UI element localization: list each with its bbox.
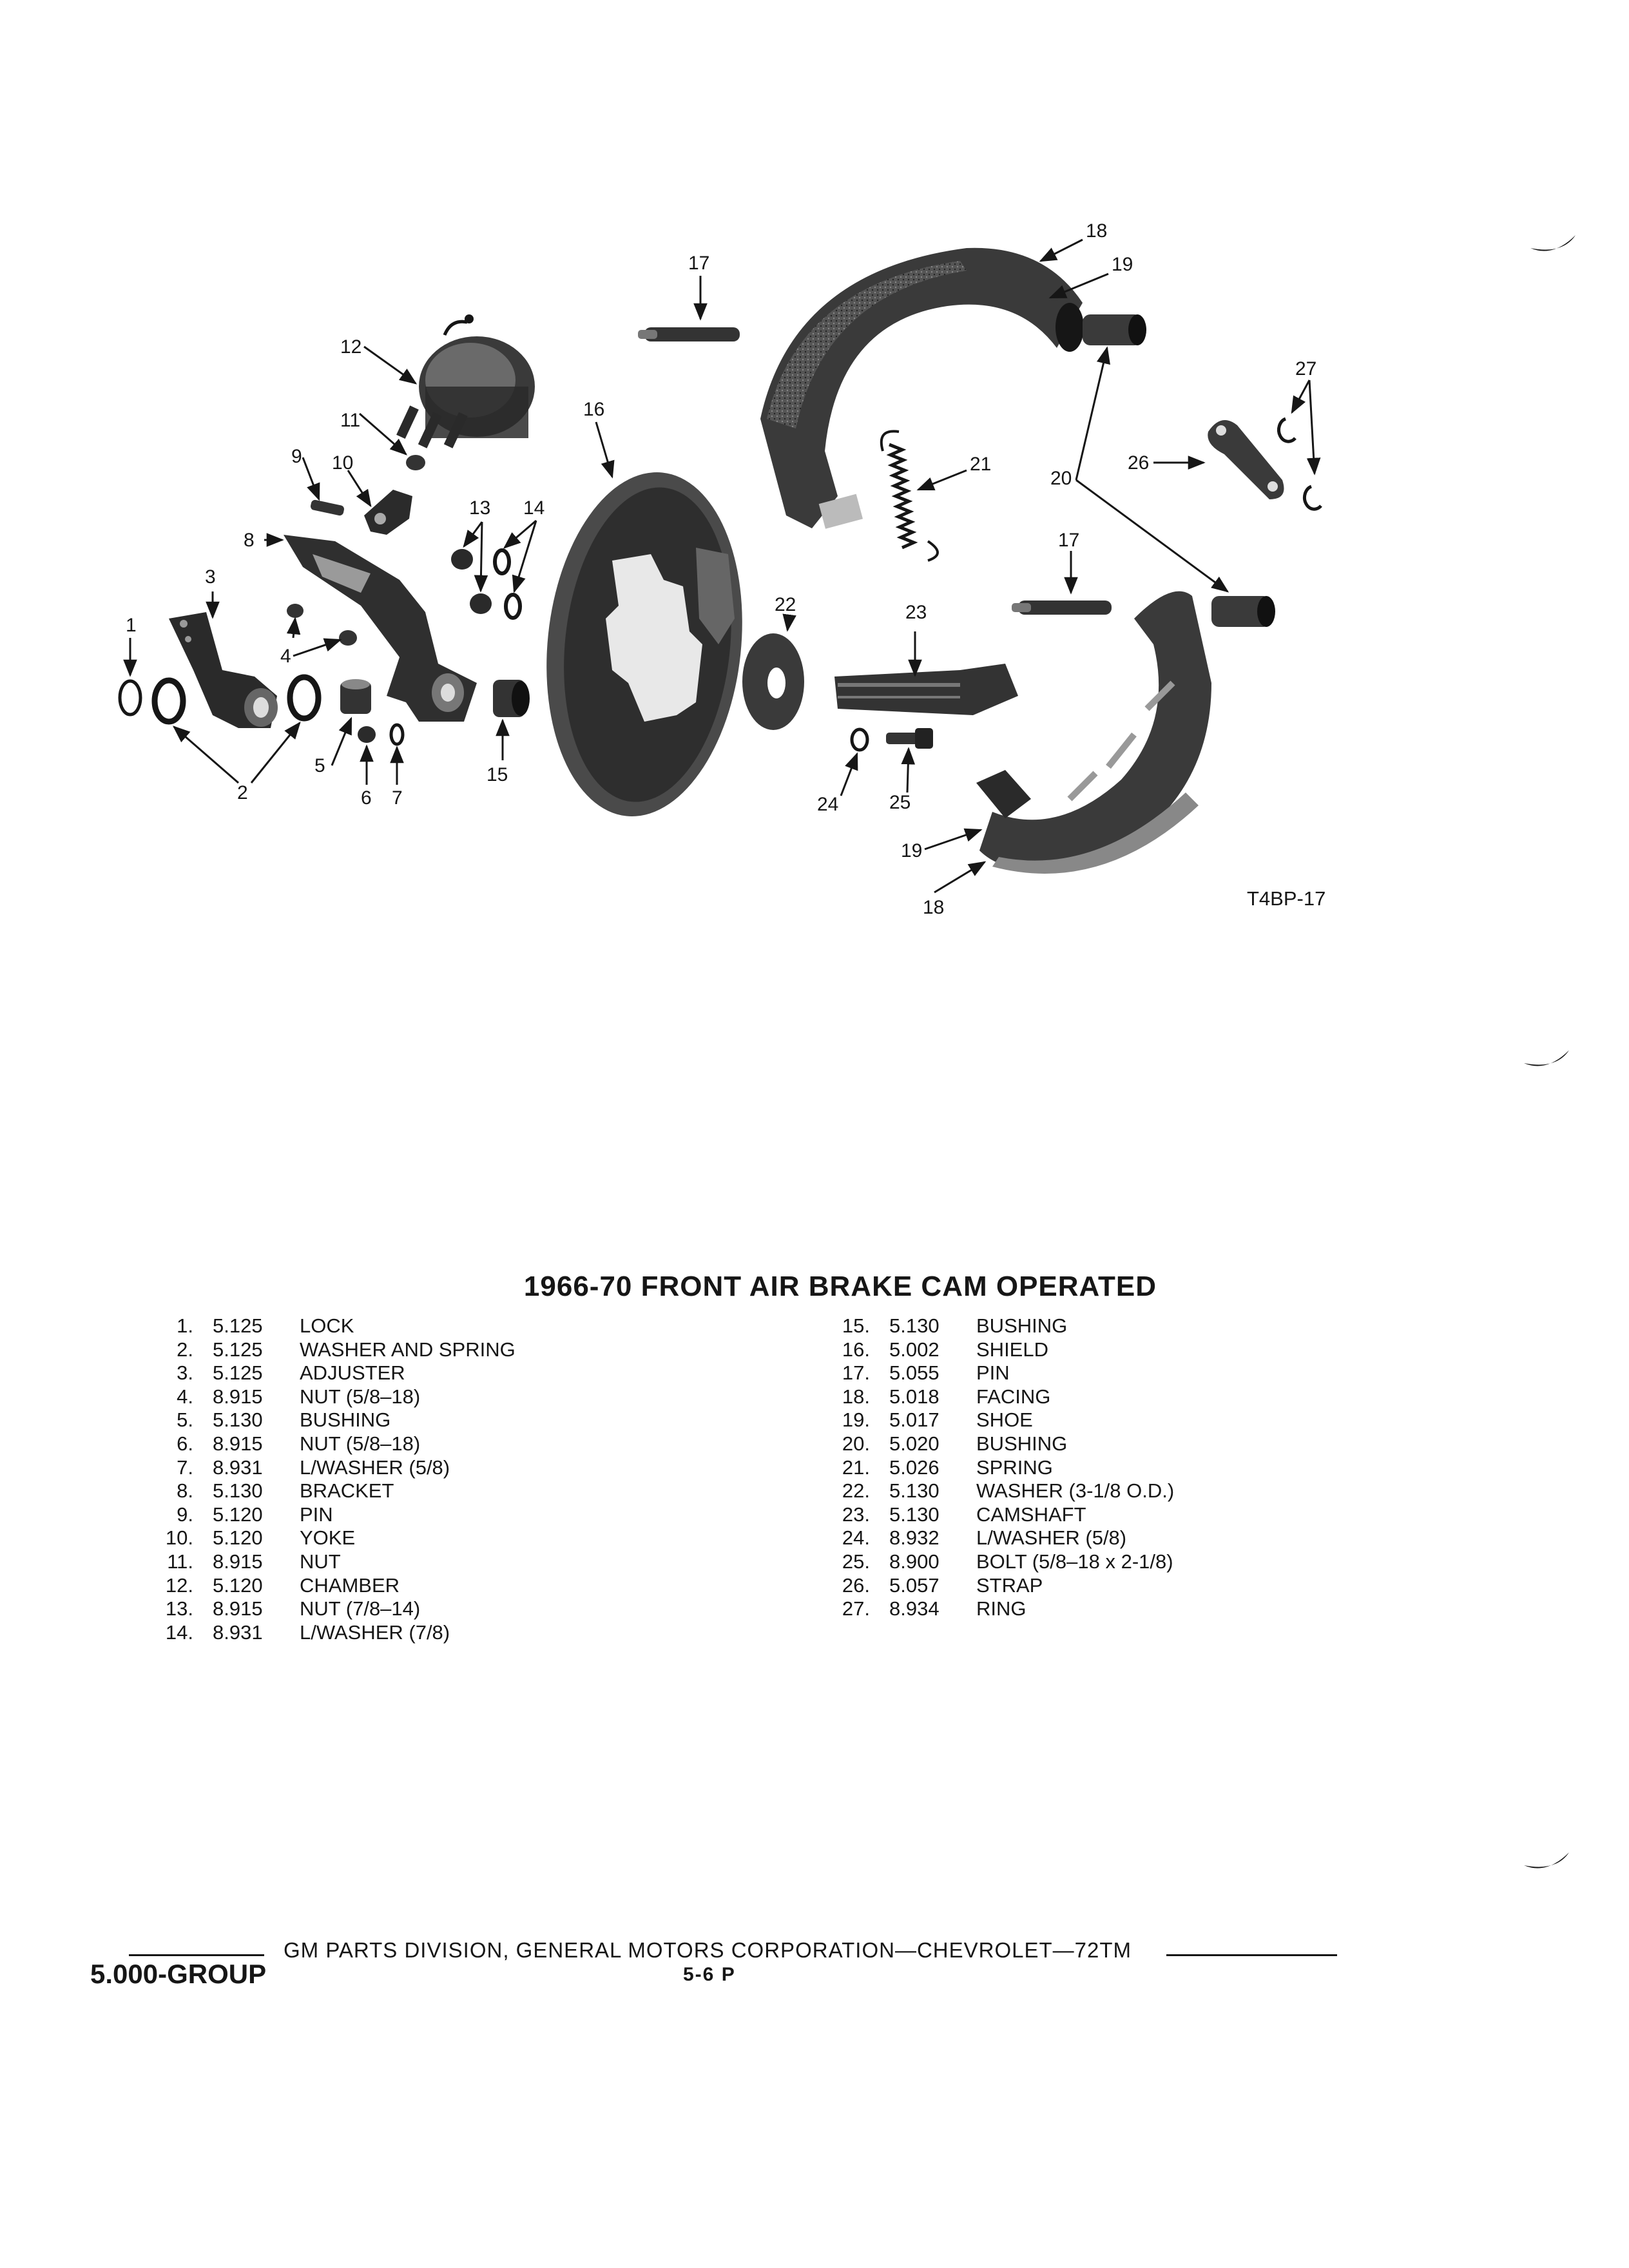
group-number: 8.931 [213, 1620, 263, 1644]
callout-9: 9 [291, 446, 302, 467]
part-spring [882, 431, 938, 561]
part-description: BUSHING [300, 1408, 391, 1432]
group-number: 5.020 [889, 1432, 940, 1455]
group-number: 5.125 [213, 1338, 263, 1361]
page-title: 1966-70 FRONT AIR BRAKE CAM OPERATED [523, 1271, 1157, 1302]
group-number: 8.900 [889, 1550, 940, 1573]
callout-19-upper: 19 [1112, 254, 1133, 275]
part-description: ADJUSTER [300, 1361, 405, 1385]
group-number: 8.915 [213, 1432, 263, 1455]
part-number: 10. [165, 1526, 193, 1550]
part-washer-22 [742, 633, 804, 730]
part-number: 7. [177, 1456, 193, 1479]
part-bushing-5 [340, 679, 371, 714]
callout-23: 23 [905, 602, 927, 623]
group-number: 5.130 [213, 1479, 263, 1503]
callout-1: 1 [126, 615, 137, 636]
part-lock [120, 681, 140, 715]
footer-publisher: GM PARTS DIVISION, GENERAL MOTORS CORPORATION—CHEVROLET—72TM [284, 1938, 1132, 1962]
group-number: 8.931 [213, 1456, 263, 1479]
callout-18-upper: 18 [1086, 220, 1108, 242]
group-number: 8.915 [213, 1597, 263, 1620]
group-number: 5.055 [889, 1361, 940, 1385]
part-number: 23. [842, 1503, 870, 1526]
part-number: 27. [842, 1597, 870, 1620]
callout-17-lower: 17 [1058, 530, 1080, 551]
group-number: 5.130 [889, 1314, 940, 1337]
part-description: CAMSHAFT [976, 1503, 1086, 1526]
group-number: 5.120 [213, 1526, 263, 1550]
part-number: 12. [165, 1573, 193, 1597]
part-description: L/WASHER (7/8) [300, 1620, 450, 1644]
group-number: 5.120 [213, 1503, 263, 1526]
part-description: RING [976, 1597, 1027, 1620]
group-number: 8.932 [889, 1526, 940, 1550]
binder-mark-middle [1521, 1044, 1572, 1076]
part-shoe-lower [976, 591, 1211, 874]
part-number: 21. [842, 1456, 870, 1479]
part-description: SHOE [976, 1408, 1033, 1432]
part-number: 1. [177, 1314, 193, 1337]
part-number: 14. [165, 1620, 193, 1644]
part-strap [1208, 420, 1284, 499]
part-number: 5. [177, 1408, 193, 1432]
figure-code: T4BP-17 [1247, 887, 1326, 910]
part-yoke [364, 490, 412, 535]
part-number: 20. [842, 1432, 870, 1455]
footer-group: 5.000-GROUP [90, 1959, 267, 1989]
part-number: 8. [177, 1479, 193, 1503]
part-camshaft [834, 664, 1018, 715]
part-number: 25. [842, 1550, 870, 1573]
group-number: 8.915 [213, 1550, 263, 1573]
part-description: NUT (7/8–14) [300, 1597, 421, 1620]
group-number: 8.934 [889, 1597, 940, 1620]
page-number: 5-6 P [683, 1964, 736, 1985]
part-pin-9 [310, 499, 345, 516]
binder-mark-top [1527, 229, 1579, 261]
part-number: 17. [842, 1361, 870, 1385]
part-number: 11. [167, 1550, 193, 1573]
group-number: 5.130 [889, 1503, 940, 1526]
part-number: 4. [177, 1385, 193, 1408]
footer-rule-left [129, 1954, 264, 1956]
part-description: L/WASHER (5/8) [976, 1526, 1127, 1550]
part-description: NUT (5/8–18) [300, 1432, 421, 1455]
part-pin-17-lower [1012, 601, 1112, 615]
part-number: 19. [842, 1408, 870, 1432]
callout-17-upper: 17 [688, 253, 710, 274]
callout-16: 16 [583, 399, 605, 420]
part-bolt-25 [886, 728, 933, 749]
part-number: 18. [842, 1385, 870, 1408]
callout-12: 12 [340, 336, 362, 358]
group-number: 5.125 [213, 1361, 263, 1385]
callout-19-lower: 19 [901, 840, 923, 861]
callout-10: 10 [332, 452, 354, 474]
part-description: STRAP [976, 1573, 1043, 1597]
part-description: NUT [300, 1550, 341, 1573]
group-number: 5.120 [213, 1573, 263, 1597]
part-shield [530, 463, 758, 826]
part-description: BOLT (5/8–18 x 2-1/8) [976, 1550, 1173, 1573]
part-number: 2. [177, 1338, 193, 1361]
callout-27: 27 [1295, 358, 1317, 380]
part-description: LOCK [300, 1314, 354, 1337]
part-number: 26. [842, 1573, 870, 1597]
part-description: SHIELD [976, 1338, 1048, 1361]
group-number: 5.125 [213, 1314, 263, 1337]
callout-4: 4 [280, 646, 291, 667]
part-description: SPRING [976, 1456, 1053, 1479]
part-number: 22. [842, 1479, 870, 1503]
part-number: 9. [177, 1503, 193, 1526]
part-number: 16. [842, 1338, 870, 1361]
footer-rule-right [1166, 1954, 1337, 1956]
part-nut-4 [287, 604, 357, 646]
part-nut-6 [358, 726, 376, 743]
part-number: 24. [842, 1526, 870, 1550]
part-number: 13. [165, 1597, 193, 1620]
group-number: 5.002 [889, 1338, 940, 1361]
callout-14: 14 [523, 497, 545, 519]
callout-11: 11 [340, 410, 361, 431]
callout-18-lower: 18 [923, 897, 945, 918]
callout-8: 8 [244, 530, 255, 551]
binder-mark-bottom [1521, 1846, 1572, 1878]
callout-5: 5 [314, 755, 325, 776]
part-lock-washer-7 [391, 725, 403, 744]
part-nut-13 [451, 549, 492, 614]
callout-22: 22 [775, 594, 796, 615]
part-pin-17-upper [638, 327, 740, 341]
exploded-brake-diagram [0, 0, 1629, 966]
part-number: 15. [842, 1314, 870, 1337]
group-number: 5.130 [889, 1479, 940, 1503]
group-number: 5.017 [889, 1408, 940, 1432]
callout-24: 24 [817, 794, 839, 815]
part-description: WASHER (3-1/8 O.D.) [976, 1479, 1175, 1503]
part-bracket [284, 535, 477, 722]
part-description: NUT (5/8–18) [300, 1385, 421, 1408]
part-adjuster [169, 612, 278, 728]
callout-2: 2 [237, 782, 248, 803]
part-number: 3. [177, 1361, 193, 1385]
part-description: WASHER AND SPRING [300, 1338, 516, 1361]
callout-26: 26 [1128, 452, 1150, 474]
part-bushing-15 [493, 680, 530, 717]
callout-13: 13 [469, 497, 491, 519]
part-description: PIN [976, 1361, 1010, 1385]
part-lock-washer-24 [852, 729, 867, 750]
part-chamber [396, 314, 535, 448]
part-description: L/WASHER (5/8) [300, 1456, 450, 1479]
part-shoe-upper [760, 248, 1084, 529]
group-number: 5.130 [213, 1408, 263, 1432]
callout-21: 21 [970, 454, 992, 475]
callout-25: 25 [889, 792, 911, 813]
group-number: 5.018 [889, 1385, 940, 1408]
callout-3: 3 [205, 566, 216, 588]
part-description: BUSHING [976, 1432, 1068, 1455]
part-description: PIN [300, 1503, 333, 1526]
group-number: 5.026 [889, 1456, 940, 1479]
callout-6: 6 [361, 787, 372, 809]
callout-15: 15 [487, 764, 508, 785]
part-description: YOKE [300, 1526, 356, 1550]
callout-20: 20 [1050, 468, 1072, 489]
part-description: BUSHING [976, 1314, 1068, 1337]
part-nut-11 [406, 455, 425, 470]
part-description: FACING [976, 1385, 1051, 1408]
group-number: 5.057 [889, 1573, 940, 1597]
part-description: CHAMBER [300, 1573, 400, 1597]
callout-7: 7 [392, 787, 403, 809]
part-description: BRACKET [300, 1479, 394, 1503]
part-number: 6. [177, 1432, 193, 1455]
group-number: 8.915 [213, 1385, 263, 1408]
